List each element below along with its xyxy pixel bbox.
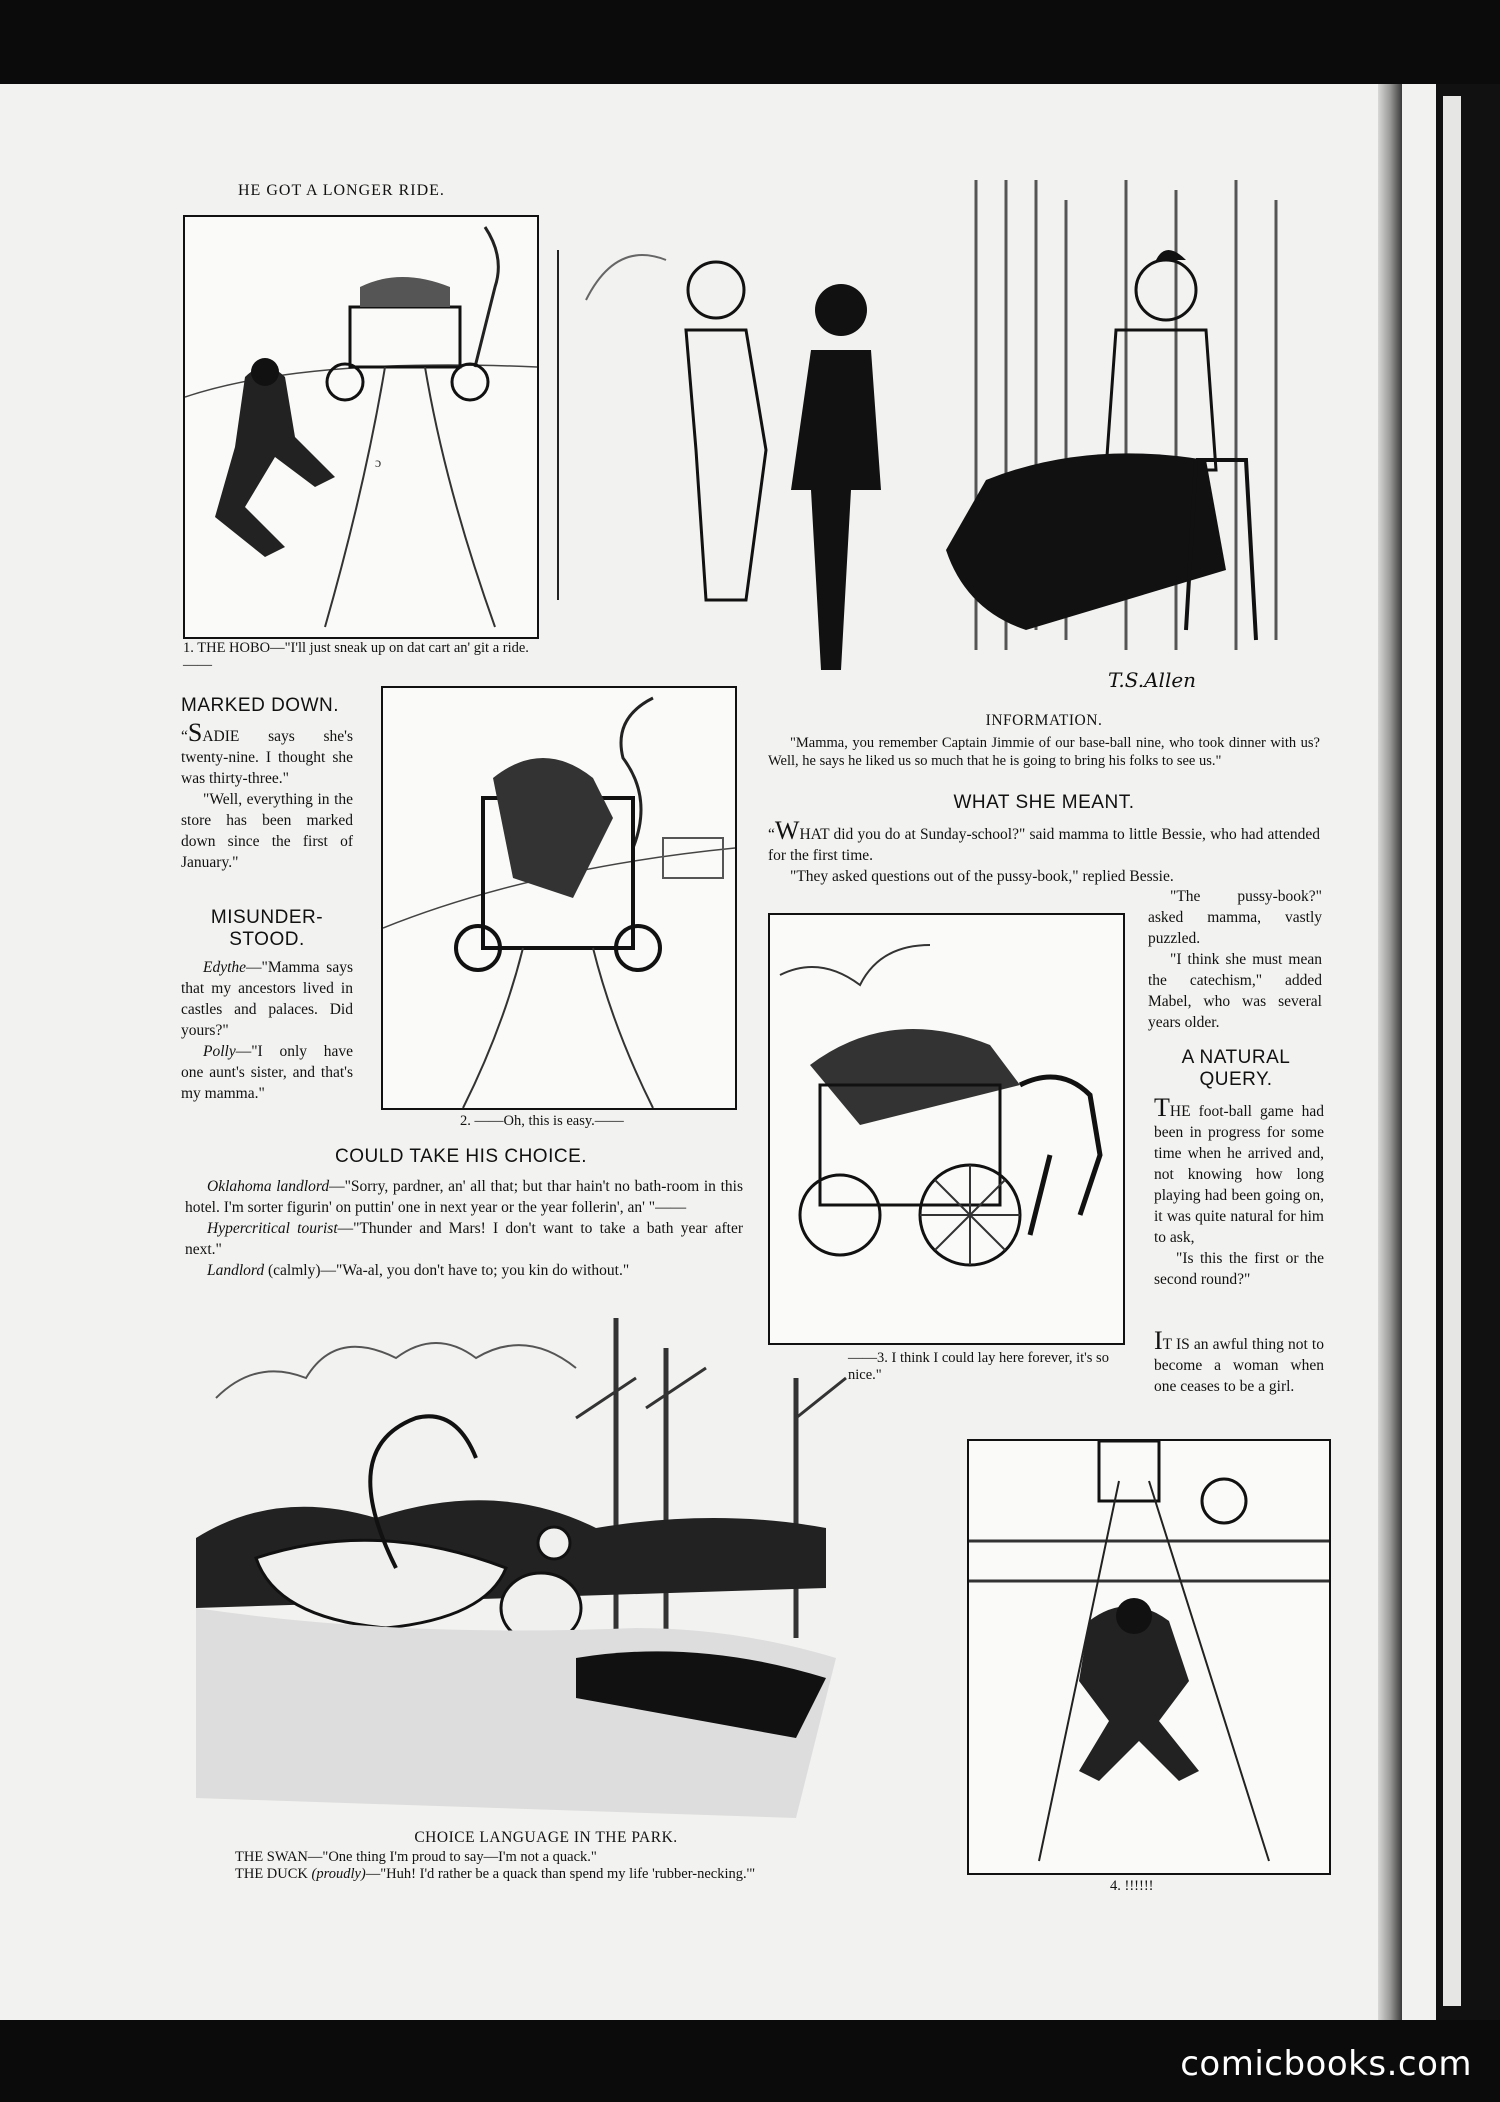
choice-language-swan-line: THE SWAN—"One thing I'm proud to say—I'm not a quack." (235, 1849, 597, 1865)
page-spine-shadow (1378, 84, 1402, 2020)
misunderstood-title: MISUNDER- STOOD. (210, 907, 324, 950)
swan-and-duck-illustration (196, 1318, 924, 1820)
marked-down-title: MARKED DOWN. (181, 695, 339, 716)
watermark: comicbooks.com (1180, 2044, 1472, 2084)
hobo-falling-icon (969, 1441, 1329, 1873)
what-she-meant-continued: "The pussy-book?" asked mamma, vastly puzzled. "I think she must mean the catechism," added Mabel, who was several years older. (1148, 888, 1322, 1031)
swan-duck-park-icon (196, 1318, 924, 1820)
hobo-sneaking-cart-icon (185, 217, 537, 637)
information-title: INFORMATION. (985, 712, 1103, 729)
information-illustration (556, 180, 1316, 715)
could-take-text: Oklahoma landlord—"Sorry, pardner, an' all that; but thar hain't no bath-room in this hotel. I'm sorter figurin' on puttin' one in next year or the year follerin', an' "—— Hypercritical tourist—"Thunder and Mars! I don't want to take a bath year after next." Landlord (calmly)—"Wa-al, you don't have to; you kin do without." (185, 1178, 743, 1279)
hobo-in-cart-icon (383, 688, 735, 1108)
panel-1-caption: 1. THE HOBO—"I'll just sneak up on dat cart an' git a ride.—— (183, 640, 529, 673)
panel-2-caption: 2. ——Oh, this is easy.—— (460, 1113, 624, 1129)
natural-query-title: A NATURAL QUERY. (1181, 1047, 1291, 1090)
awful-thing-text: IT IS an awful thing not to become a woman when one ceases to be a girl. (1154, 1326, 1324, 1395)
misunderstood-text: Edythe—"Mamma says that my ancestors lived in castles and palaces. Did yours?" Polly—"I only have one aunt's sister, and that's my mamma." (181, 959, 353, 1102)
panel-2-illustration (381, 686, 737, 1110)
artist-signature: T.S.Allen (1108, 668, 1197, 692)
panel-3-caption: ——3. I think I could lay here forever, it's so nice." (848, 1350, 1109, 1383)
panel-4-illustration (967, 1439, 1331, 1875)
strip-title: HE GOT A LONGER RIDE. (238, 182, 445, 199)
could-take-title: COULD TAKE HIS CHOICE. (334, 1146, 588, 1167)
svg-text:ɔ: ɔ (375, 456, 382, 471)
hobo-riding-cart-icon (770, 915, 1123, 1343)
natural-query-text: THE foot-ball game had been in progress for some time when he arrived and, not knowing how long playing had been going on, it was quite natural for him to ask, "Is this the first or the second round?" (1154, 1093, 1324, 1288)
choice-language-duck-line: THE DUCK (proudly)—"Huh! I'd rather be a quack than spend my life 'rubber-necking.'" (235, 1866, 756, 1882)
marked-down-text: “SADIE says she's twenty-nine. I thought she was thirty-three." "Well, everything in the store has been marked down since the first of January." (181, 718, 353, 871)
panel-1-illustration (183, 215, 539, 639)
panel-3-illustration (768, 913, 1125, 1345)
boys-and-mother-icon (556, 180, 1316, 715)
next-page-edge (1443, 96, 1461, 2006)
panel-4-caption: 4. !!!!!! (1110, 1878, 1154, 1894)
information-text: "Mamma, you remember Captain Jimmie of our base-ball nine, who took dinner with us? Well, he says he liked us so much that he is going to bring his folks to see us." (768, 735, 1320, 769)
what-she-meant-title: WHAT SHE MEANT. (953, 792, 1135, 813)
bottom-band (0, 2020, 1500, 2102)
choice-language-title: CHOICE LANGUAGE IN THE PARK. (414, 1829, 678, 1846)
what-she-meant-text: “WHAT did you do at Sunday-school?" said mamma to little Bessie, who had attended for the first time. "They asked questions out of the pussy-book," replied Bessie. (768, 816, 1320, 885)
